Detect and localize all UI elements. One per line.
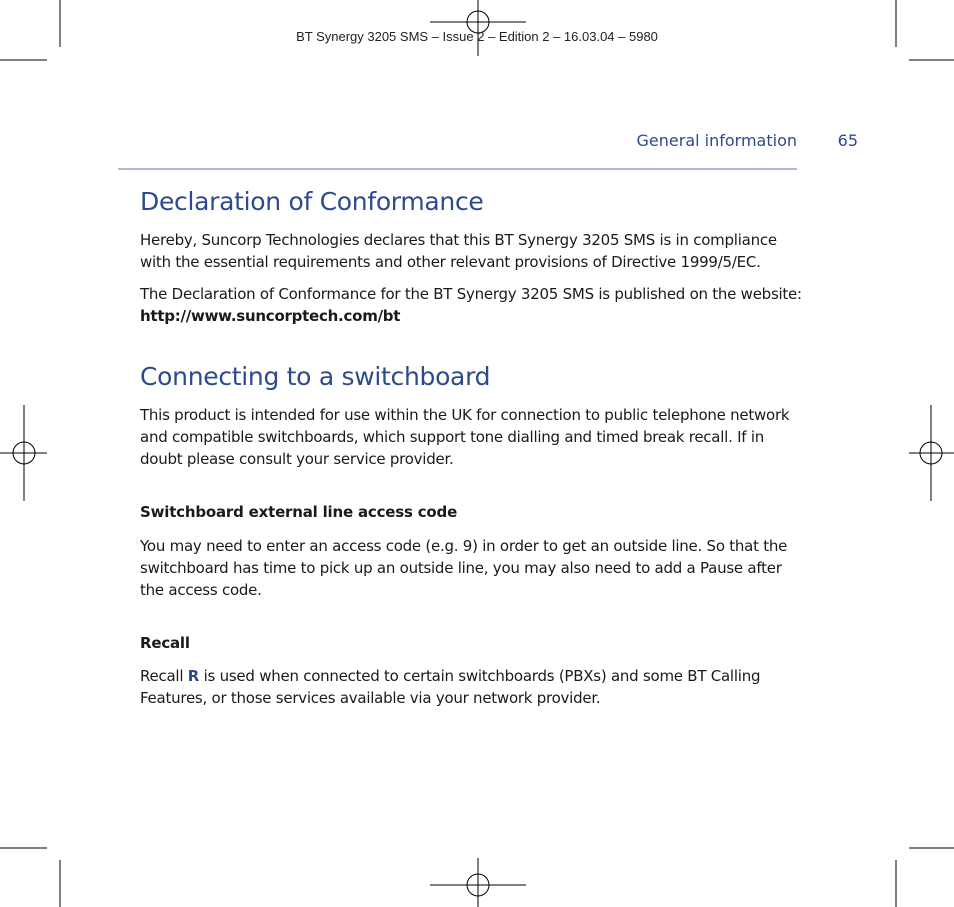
- recall-heading: Recall: [140, 634, 190, 652]
- switchboard-heading: Connecting to a switchboard: [140, 362, 491, 391]
- declaration-paragraph-1: Hereby, Suncorp Technologies declares that this BT Synergy 3205 SMS is in compliance with the essential requirements and other relevant provisions of Directive 1999/5/EC.: [140, 231, 777, 271]
- website-url: http://www.suncorptech.com/bt: [140, 307, 401, 325]
- access-code-paragraph: You may need to enter an access code (e.g. 9) in order to get an outside line. So that the switchboard has time to pick up an outside line, you may also need to add a Pause after the access code.: [140, 537, 788, 599]
- print-slug: BT Synergy 3205 SMS – Issue 2 – Edition 2 – 16.03.04 – 5980: [296, 29, 658, 44]
- header-rule: [118, 168, 797, 170]
- declaration-paragraph-2: [140, 283, 805, 327]
- access-code-heading: Switchboard external line access code: [140, 503, 458, 521]
- declaration-paragraph-2-text: The Declaration of Conformance for the BT Synergy 3205 SMS is published on the website:: [140, 285, 802, 303]
- page-number: 65: [837, 131, 858, 150]
- recall-paragraph: [140, 665, 805, 709]
- running-head: General information: [636, 131, 797, 150]
- recall-key-label: R: [187, 667, 200, 685]
- declaration-heading: Declaration of Conformance: [140, 187, 484, 216]
- recall-text: is used when connected to certain switchboards (PBXs) and some BT Calling Features, or those services available via your network provider.: [140, 667, 761, 707]
- switchboard-paragraph: This product is intended for use within the UK for connection to public telephone network and compatible switchboards, which support tone dialling and timed break recall. If in doubt please consult your service provider.: [140, 406, 790, 468]
- recall-prefix: Recall: [140, 667, 188, 685]
